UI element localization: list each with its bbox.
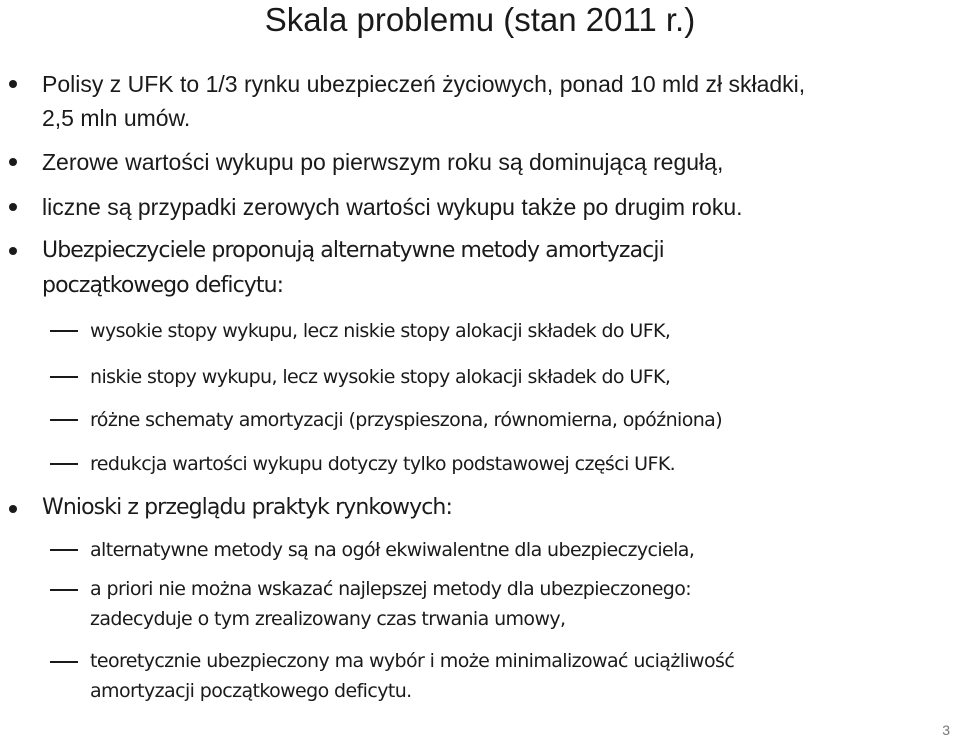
sub-dash	[50, 661, 78, 663]
sub-dash	[50, 419, 78, 421]
bullet-1-line-1: Polisy z UFK to 1/3 rynku ubezpieczeń życiowych, ponad 10 mld zł składki,	[42, 71, 806, 97]
bullet-dot	[9, 80, 17, 88]
bullet-2-line-1: Zerowe wartości wykupu po pierwszym roku są dominującą regułą,	[42, 149, 724, 175]
bullet-4-line-1: Ubezpieczyciele proponują alternatywne metody amortyzacji	[42, 238, 664, 263]
bullet-dot	[9, 158, 17, 166]
bullet-3-line-1: liczne są przypadki zerowych wartości wykupu także po drugim roku.	[42, 194, 743, 220]
bullet-4-sub-2: niskie stopy wykupu, lecz wysokie stopy alokacji składek do UFK,	[90, 366, 671, 388]
sub-dash	[50, 376, 78, 378]
sub-dash	[50, 463, 78, 465]
bullet-5-sub-3-line-2: amortyzacji początkowego deficytu.	[90, 680, 412, 702]
page-number: 3	[942, 722, 950, 738]
bullet-4-sub-3: różne schematy amortyzacji (przyspieszona, równomierna, opóźniona)	[90, 409, 723, 431]
bullet-4-sub-1: wysokie stopy wykupu, lecz niskie stopy alokacji składek do UFK,	[90, 320, 671, 342]
bullet-1-line-2: 2,5 mln umów.	[42, 105, 191, 131]
bullet-dot	[9, 203, 17, 211]
bullet-5-sub-2-line-1: a priori nie można wskazać najlepszej metody dla ubezpieczonego:	[90, 578, 692, 600]
slide-title: Skala problemu (stan 2011 r.)	[264, 1, 696, 38]
bullet-5-sub-1: alternatywne metody są na ogół ekwiwalentne dla ubezpieczyciela,	[90, 539, 695, 561]
bullet-dot	[9, 505, 17, 513]
bullet-4-line-2: początkowego deficytu:	[42, 273, 284, 298]
bullet-4-sub-4: redukcja wartości wykupu dotyczy tylko podstawowej części UFK.	[90, 453, 676, 475]
bullet-5-sub-2-line-2: zadecyduje o tym zrealizowany czas trwania umowy,	[90, 608, 566, 630]
bullet-dot	[9, 247, 17, 255]
bullet-5-line-1: Wnioski z przeglądu praktyk rynkowych:	[42, 495, 452, 520]
sub-dash	[50, 589, 78, 591]
bullet-5-sub-3-line-1: teoretycznie ubezpieczony ma wybór i może minimalizować uciążliwość	[90, 650, 735, 672]
sub-dash	[50, 549, 78, 551]
sub-dash	[50, 330, 78, 332]
